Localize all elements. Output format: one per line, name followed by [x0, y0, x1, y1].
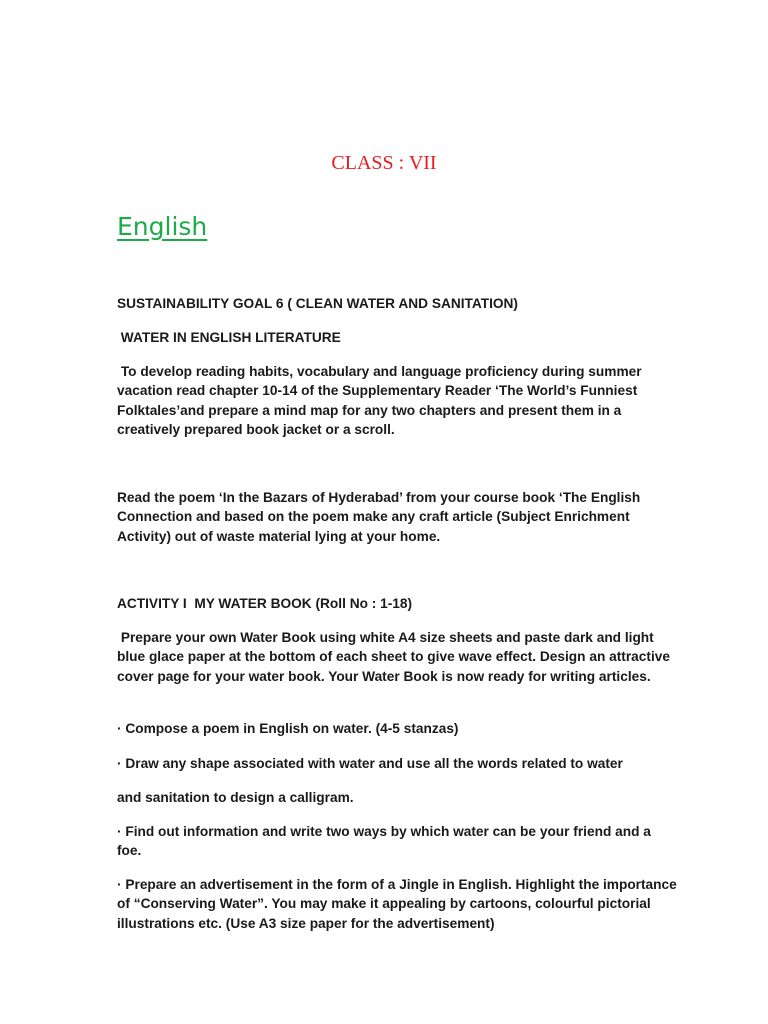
- goal-heading: SUSTAINABILITY GOAL 6 ( CLEAN WATER AND SANITATION): [117, 296, 518, 311]
- theme-heading: WATER IN ENGLISH LITERATURE: [117, 330, 341, 345]
- bullet-item: · Prepare an advertisement in the form of a Jingle in English. Highlight the importance of “Conserving Water”. You may make it appealing by cartoons, colourful pictorial illustrations etc. (Use A3 size paper for the advertisement): [117, 877, 677, 931]
- activity-heading: ACTIVITY I MY WATER BOOK (Roll No : 1-18): [117, 596, 413, 611]
- bullet-item: · Compose a poem in English on water. (4-5 stanzas): [117, 721, 459, 736]
- water-book-paragraph: Prepare your own Water Book using white A4 size sheets and paste dark and light blue glace paper at the bottom of each sheet to give wave effect. Design an attractive cover page for your water book. Your Water Book is now ready for writing articles.: [117, 630, 674, 684]
- class-title: CLASS : VII: [331, 152, 437, 174]
- bullet-item: · Draw any shape associated with water and use all the words related to water: [117, 756, 623, 771]
- reading-paragraph: To develop reading habits, vocabulary and language proficiency during summer vacation read chapter 10-14 of the Supplementary Reader ‘The World’s Funniest Folktales’and prepare a mind map for any two chapters and present them in a creatively prepared book jacket or a scroll.: [117, 364, 646, 437]
- subject-heading: English: [117, 212, 208, 241]
- bullet-item: · Find out information and write two ways by which water can be your friend and a foe.: [117, 824, 651, 859]
- bullet-item-continuation: and sanitation to design a calligram.: [117, 790, 354, 805]
- poem-paragraph: Read the poem ‘In the Bazars of Hyderabad’ from your course book ‘The English Connection and based on the poem make any craft article (Subject Enrichment Activity) out of waste material lying at your home.: [117, 490, 641, 544]
